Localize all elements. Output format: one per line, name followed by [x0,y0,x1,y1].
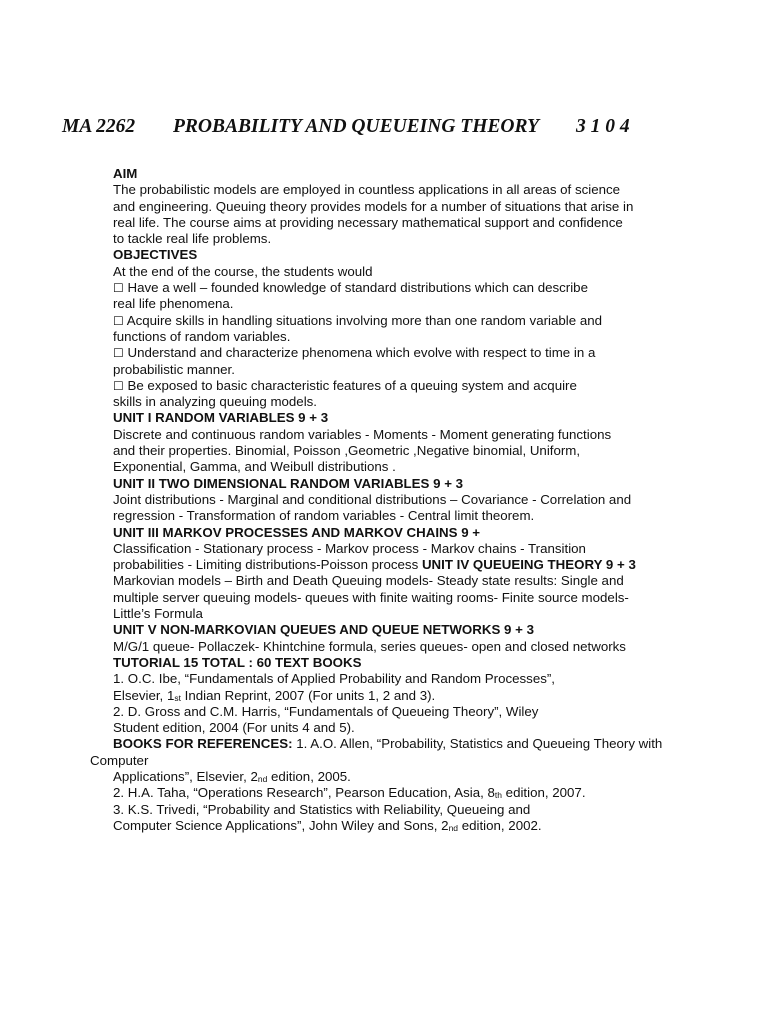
aim-line: The probabilistic models are employed in countless applications in all areas of science [113,182,621,198]
objective-item: ☐ Understand and characterize phenomena which evolve with respect to time in a [113,345,596,361]
unit2-line: regression - Transformation of random variables - Central limit theorem. [113,508,535,524]
checkbox-icon: ☐ [113,378,124,393]
unit4-line: multiple server queuing models- queues with finite waiting rooms- Finite source models- [113,589,629,605]
reference-item-cont: Computer Science Applications”, John Wiley and Sons, $2_{nd}$ edition, 2002. [113,817,542,833]
reference-item-cont: Applications”, Elsevier, $2_{nd}$ edition, 2005. [113,768,351,784]
objective-item-cont: probabilistic manner. [113,361,235,377]
unit4-heading: UNIT IV QUEUEING THEORY 9 + 3 [421,557,636,573]
unit5-line: M/G/1 queue- Pollaczek- Khintchine formula, series queues- open and closed networks [113,638,626,654]
syllabus-body [90,166,713,834]
objective-item-cont: skills in analyzing queuing models. [113,394,317,410]
unit1-line: Exponential, Gamma, and Weibull distributions . [113,459,396,475]
unit3-line: Classification - Stationary process - Markov process - Markov chains - Transition [113,540,586,556]
unit4-line: Markovian models – Birth and Death Queuing models- Steady state results: Single and [113,573,624,589]
unit1-heading: UNIT I RANDOM VARIABLES 9 + 3 [113,410,329,426]
unit3-line: probabilities - Limiting distributions-Poisson process UNIT IV QUEUEING THEORY 9 + 3 [113,557,636,573]
checkbox-icon: ☐ [113,281,124,296]
objectives-intro: At the end of the course, the students would [113,263,373,279]
course-credits: 3 1 0 4 [576,116,630,137]
unit4-line: Little’s Formula [113,606,203,622]
aim-line: to tackle real life problems. [113,231,272,247]
unit2-heading: UNIT II TWO DIMENSIONAL RANDOM VARIABLES 9 + 3 [113,475,464,491]
unit3-heading: UNIT III MARKOV PROCESSES AND MARKOV CHAINS 9 + [113,524,481,540]
reference-item: 3. K.S. Trivedi, “Probability and Statistics with Reliability, Queueing and [113,801,531,817]
checkbox-icon: ☐ [113,313,124,328]
objective-item-cont: real life phenomena. [113,296,234,312]
objective-item: ☐ Be exposed to basic characteristic features of a queuing system and acquire [113,377,577,393]
checkbox-icon: ☐ [113,346,124,361]
textbook-item: 2. D. Gross and C.M. Harris, “Fundamentals of Queueing Theory”, Wiley [113,703,539,719]
unit2-line: Joint distributions - Marginal and conditional distributions – Covariance - Correlation and [113,491,632,507]
references-heading: BOOKS FOR REFERENCES: [113,736,293,752]
reference-item: 2. H.A. Taha, “Operations Research”, Pearson Education, Asia, $8_{th}$ edition, 2007. [113,785,586,801]
textbook-item-cont: Elsevier, $1_{st}$ Indian Reprint, 2007 (For units 1, 2 and 3). [113,687,436,703]
unit1-line: Discrete and continuous random variables - Moments - Moment generating functions [113,426,612,442]
unit5-heading: UNIT V NON-MARKOVIAN QUEUES AND QUEUE NETWORKS 9 + 3 [113,622,534,638]
course-code: MA 2262 [62,116,136,137]
aim-line: real life. The course aims at providing necessary mathematical support and confidence [113,214,623,230]
objective-item: ☐ Acquire skills in handling situations involving more than one random variable and [113,312,603,328]
aim-line: and engineering. Queuing theory provides models for a number of situations that arise in [113,198,634,214]
reference-item-cont: Computer [90,752,149,768]
textbook-item-cont: Student edition, 2004 (For units 4 and 5). [113,720,355,736]
objective-item-cont: functions of random variables. [113,328,291,344]
reference-item: BOOKS FOR REFERENCES: 1. A.O. Allen, “Probability, Statistics and Queueing Theory with [113,736,663,752]
textbook-item: 1. O.C. Ibe, “Fundamentals of Applied Probability and Random Processes”, [113,671,555,687]
objectives-heading: OBJECTIVES [113,247,198,263]
course-name: PROBABILITY AND QUEUEING THEORY [173,116,540,137]
objective-item: ☐ Have a well – founded knowledge of standard distributions which can describe [113,280,588,296]
unit1-line: and their properties. Binomial, Poisson ,Geometric ,Negative binomial, Uniform, [113,443,581,459]
aim-heading: AIM [113,166,138,181]
tutorial-heading: TUTORIAL 15 TOTAL : 60 TEXT BOOKS [113,654,362,670]
